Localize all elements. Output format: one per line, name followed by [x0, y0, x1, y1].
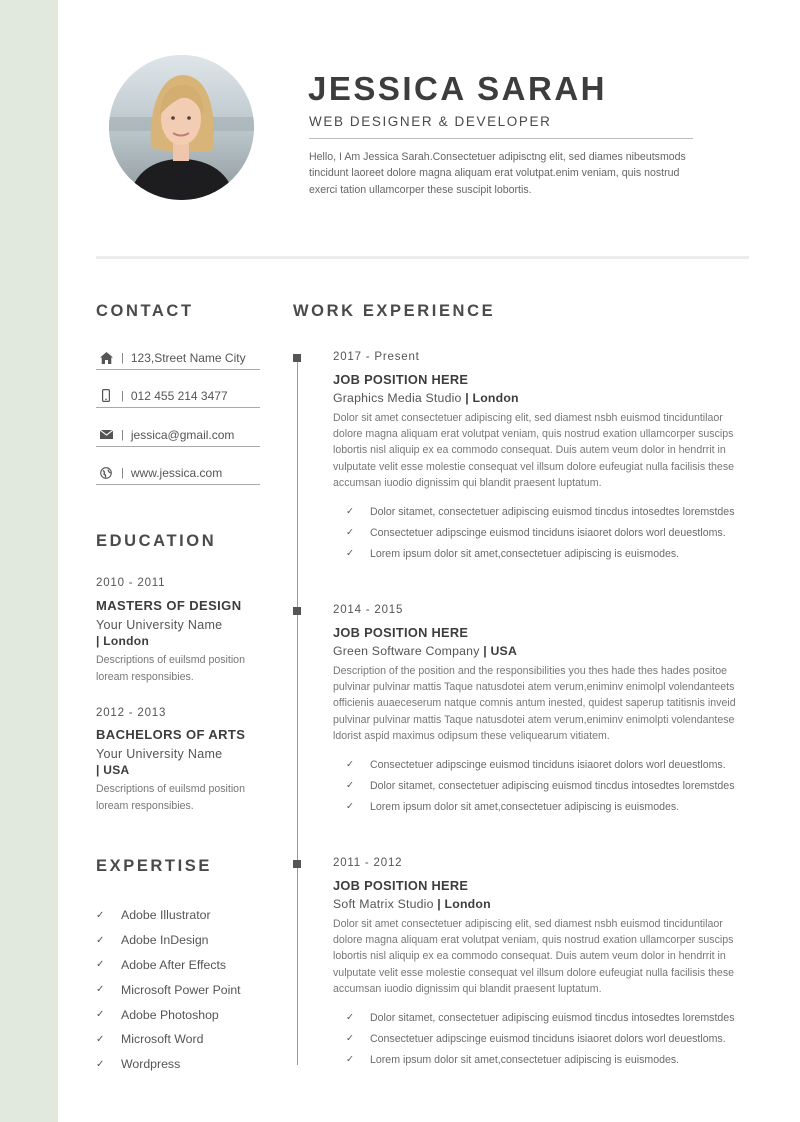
- contact-address-row: | 123,Street Name City: [96, 346, 260, 370]
- intro-paragraph: Hello, I Am Jessica Sarah.Consectetuer adipisctng elit, sed diames nibeutsmods tincidunt laoreet dolore magna aliquam erat volutpat.enim veniam, quis nostrud exerci tation ullamcorper these suscipit lobortis.: [309, 151, 686, 196]
- list-item: ✓ Microsoft Word: [96, 1032, 204, 1047]
- check-icon: ✓: [346, 801, 354, 812]
- contact-email-row[interactable]: | jessica@gmail.com: [96, 423, 260, 447]
- education-years: 2012 - 2013: [96, 707, 167, 719]
- list-item: ✓ Adobe InDesign: [96, 933, 209, 948]
- check-icon: ✓: [346, 1033, 354, 1044]
- check-icon: ✓: [96, 934, 105, 946]
- timeline-node: [293, 607, 301, 615]
- list-item: ✓ Lorem ipsum dolor sit amet,consectetuer adipiscing is euismodes.: [346, 547, 680, 560]
- job-description: Description of the position and the responsibilities you thes hade thes hades positoe pulvinar pulvinar mattis Taque natusdotei atem verum,eniminv enimolpl volendanteets officienis auaeceserum natque comnis antum inested, quidest saperup tatitisnis inveid pulvinar pulvinar mattis Taque natusdotei atem verum,eniminv enimolpti volendantese ldorist aspid maximus odipsum these veliquearum vitiatem.: [333, 665, 736, 742]
- timeline-node: [293, 860, 301, 868]
- job-bullets: [346, 754, 735, 817]
- contact-website[interactable]: www.jessica.com: [130, 465, 223, 480]
- work-experience-heading: WORK EXPERIENCE: [293, 302, 496, 320]
- decorative-side-strip: [0, 0, 58, 1122]
- list-item: ✓ Lorem ipsum dolor sit amet,consectetuer adipiscing is euismodes.: [346, 1053, 680, 1066]
- education-description: Descriptions of euilsmd position loream responsibies.: [96, 654, 245, 683]
- check-icon: ✓: [96, 959, 105, 971]
- check-icon: ✓: [96, 1058, 105, 1070]
- check-icon: ✓: [346, 527, 354, 538]
- list-item: ✓ Microsoft Power Point: [96, 982, 241, 997]
- check-icon: ✓: [96, 1033, 105, 1045]
- timeline-line: [297, 355, 298, 1065]
- check-icon: ✓: [346, 506, 354, 517]
- phone-icon: [96, 389, 116, 402]
- check-icon: ✓: [96, 1009, 105, 1021]
- email-icon: [96, 430, 116, 439]
- education-university: Your University Name: [96, 618, 223, 632]
- check-icon: ✓: [346, 1012, 354, 1023]
- job-company: Graphics Media Studio | London: [333, 391, 519, 405]
- check-icon: ✓: [346, 548, 354, 559]
- job-date: 2011 - 2012: [333, 857, 403, 869]
- home-icon: [96, 352, 116, 364]
- education-location: | London: [96, 634, 150, 648]
- list-item: ✓ Wordpress: [96, 1057, 181, 1072]
- contact-website-row[interactable]: | www.jessica.com: [96, 461, 260, 485]
- list-item: ✓ Adobe After Effects: [96, 957, 227, 972]
- check-icon: ✓: [346, 780, 354, 791]
- education-heading: EDUCATION: [96, 532, 217, 550]
- check-icon: ✓: [346, 1054, 354, 1065]
- education-years: 2010 - 2011: [96, 577, 166, 589]
- contact-phone: 012 455 214 3477: [130, 388, 228, 403]
- list-item: ✓ Consectetuer adipscinge euismod tinciduns isiaoret dolors worl deuestloms.: [346, 526, 726, 539]
- expertise-list: [96, 903, 241, 1077]
- job-bullets: [346, 1007, 735, 1070]
- header-divider: [309, 138, 693, 139]
- job-role: WEB DESIGNER & DEVELOPER: [309, 114, 552, 129]
- contact-phone-row: | 012 455 214 3477: [96, 384, 260, 408]
- contact-address: 123,Street Name City: [130, 350, 246, 365]
- list-item: ✓ Consectetuer adipscinge euismod tinciduns isiaoret dolors worl deuestloms.: [346, 758, 726, 771]
- job-title: JOB POSITION HERE: [333, 625, 469, 640]
- job-bullets: [346, 501, 735, 564]
- list-item: ✓ Dolor sitamet, consectetuer adipiscing euismod tincdus intosedtes loremstdes: [346, 779, 735, 792]
- list-item: ✓ Dolor sitamet, consectetuer adipiscing euismod tincdus intosedtes loremstdes: [346, 1011, 735, 1024]
- education-university: Your University Name: [96, 747, 223, 761]
- education-degree: MASTERS OF DESIGN: [96, 598, 242, 613]
- check-icon: ✓: [346, 759, 354, 770]
- education-degree: BACHELORS OF ARTS: [96, 727, 246, 742]
- job-company: Green Software Company | USA: [333, 644, 518, 658]
- list-item: ✓ Adobe Photoshop: [96, 1007, 219, 1022]
- list-item: ✓ Consectetuer adipscinge euismod tinciduns isiaoret dolors worl deuestloms.: [346, 1032, 726, 1045]
- timeline-node: [293, 354, 301, 362]
- list-item: ✓ Adobe Illustrator: [96, 908, 211, 923]
- expertise-heading: EXPERTISE: [96, 857, 213, 875]
- education-description: Descriptions of euilsmd position loream responsibies.: [96, 783, 245, 812]
- globe-icon: [96, 467, 116, 479]
- job-date: 2017 - Present: [333, 351, 420, 363]
- section-divider: [96, 256, 749, 259]
- full-name: JESSICA SARAH: [308, 70, 607, 107]
- job-title: JOB POSITION HERE: [333, 372, 469, 387]
- profile-photo: [109, 55, 254, 200]
- job-title: JOB POSITION HERE: [333, 878, 469, 893]
- education-location: | USA: [96, 763, 130, 777]
- job-description: Dolor sit amet consectetuer adipiscing elit, sed diamest nsbh euismod tinciduntilaor dolore magna aliquam erat volutpat veniam, quis nostrud exation ullamcorper suscips lobortis nisl aliquip ex ea commodo consequat. Duis autem veum dolor in hendrrit in vulputate velit esse molestie consequat vel illsum dolore eufeugiat nulla facilisis these accumsan iuodio dignissim qui blandit praesent luptatum.: [333, 412, 735, 489]
- job-date: 2014 - 2015: [333, 604, 404, 616]
- contact-heading: CONTACT: [96, 302, 194, 320]
- list-item: ✓ Lorem ipsum dolor sit amet,consectetuer adipiscing is euismodes.: [346, 800, 680, 813]
- job-company: Soft Matrix Studio | London: [333, 897, 491, 911]
- check-icon: ✓: [96, 909, 105, 921]
- contact-email[interactable]: jessica@gmail.com: [130, 427, 235, 442]
- list-item: ✓ Dolor sitamet, consectetuer adipiscing euismod tincdus intosedtes loremstdes: [346, 505, 735, 518]
- check-icon: ✓: [96, 984, 105, 996]
- job-description: Dolor sit amet consectetuer adipiscing elit, sed diamest nsbh euismod tinciduntilaor dolore magna aliquam erat volutpat veniam, quis nostrud exation ullamcorper suscips lobortis nisl aliquip ex ea commodo consequat. Duis autem veum dolor in hendrrit in vulputate velit esse molestie consequat vel illsum dolore eufeugiat nulla facilisis these accumsan iuodio dignissim qui blandit praesent luptatum.: [333, 918, 735, 995]
